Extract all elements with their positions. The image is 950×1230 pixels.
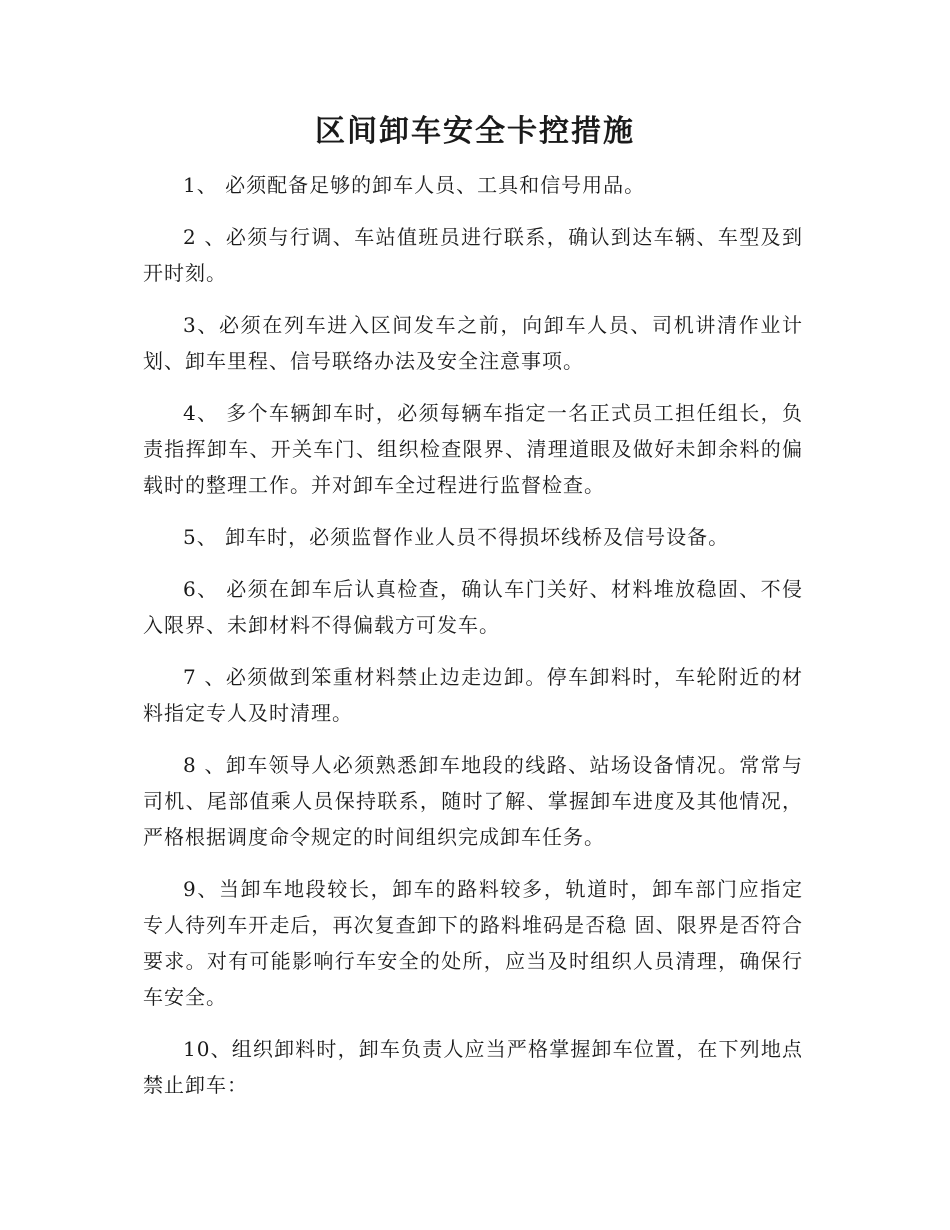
paragraph-2: 2 、必须与行调、车站值班员进行联系，确认到达车辆、车型及到开时刻。 bbox=[143, 225, 803, 285]
paragraph-1: 1、 必须配备足够的卸车人员、工具和信号用品。 bbox=[183, 173, 646, 197]
paragraph-9: 9、当卸车地段较长，卸车的路料较多，轨道时，卸车部门应指定专人待列车开走后，再次复查卸下的路料堆码是否稳 固、限界是否符合要求。对有可能影响行车安全的处所，应当及时组织人员清理，确保行车安全。 bbox=[143, 877, 803, 1009]
paragraph-4: 4、 多个车辆卸车时，必须每辆车指定一名正式员工担任组长，负责指挥卸车、开关车门、组织检查限界、清理道眼及做好未卸余料的偏载时的整理工作。并对卸车全过程进行监督检查。 bbox=[143, 401, 803, 497]
paragraph-3: 3、必须在列车进入区间发车之前，向卸车人员、司机讲清作业计划、卸车里程、信号联络办法及安全注意事项。 bbox=[143, 313, 803, 373]
paragraph-10: 10、组织卸料时，卸车负责人应当严格掌握卸车位置，在下列地点禁止卸车： bbox=[143, 1037, 803, 1097]
paragraph-6: 6、 必须在卸车后认真检查，确认车门关好、材料堆放稳固、不侵入限界、未卸材料不得偏载方可发车。 bbox=[143, 577, 803, 637]
paragraph-5: 5、 卸车时，必须监督作业人员不得损坏线桥及信号设备。 bbox=[183, 525, 730, 549]
document-title: 区间卸车安全卡控措施 bbox=[315, 114, 635, 149]
document-body bbox=[143, 167, 803, 1119]
paragraph-8: 8 、卸车领导人必须熟悉卸车地段的线路、站场设备情况。常常与司机、尾部值乘人员保持联系，随时了解、掌握卸车进度及其他情况，严格根据调度命令规定的时间组织完成卸车任务。 bbox=[143, 753, 803, 849]
paragraph-7: 7 、必须做到笨重材料禁止边走边卸。停车卸料时，车轮附近的材料指定专人及时清理。 bbox=[143, 665, 803, 725]
